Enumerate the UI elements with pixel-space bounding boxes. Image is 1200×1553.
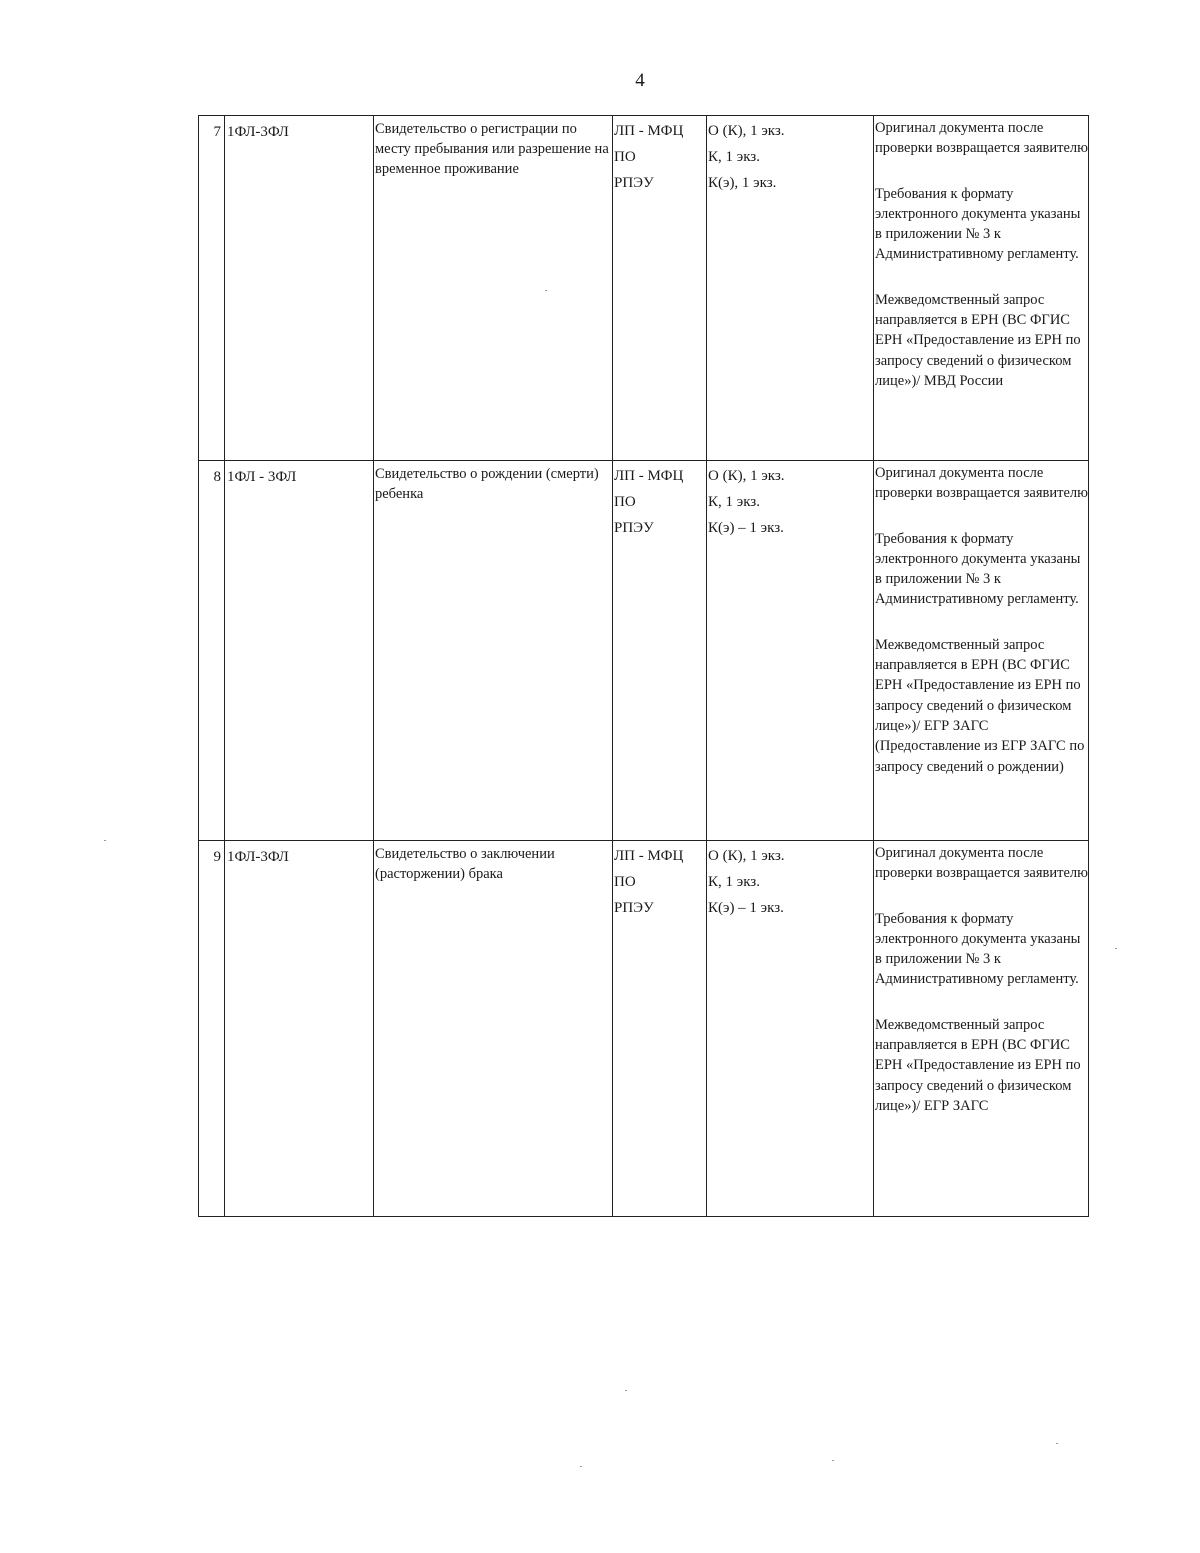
table-row [199, 461, 1089, 841]
row-number: 7 [199, 116, 225, 461]
document-name: Свидетельство о рождении (смерти) ребенка [374, 461, 613, 841]
note-paragraph: Межведомственный запрос направляется в ЕРН (ВС ФГИС ЕРН «Предоставление из ЕРН по запросу сведений о физическом лице»)/ ЕГР ЗАГС (Предоставление из ЕГР ЗАГС по запросу сведений о рождении) [875, 636, 1085, 775]
submission-method: ЛП - МФЦ [614, 123, 684, 139]
note-paragraph: Требования к формату электронного документа указаны в приложении № 3 к Административному регламенту. [875, 910, 1081, 988]
notes-cell [874, 461, 1089, 841]
note-paragraph: Оригинал документа после проверки возвращается заявителю [875, 465, 1088, 502]
notes-cell [874, 841, 1089, 1217]
document-name: Свидетельство о регистрации по месту пребывания или разрешение на временное проживание [374, 116, 613, 461]
scan-speck [1056, 1443, 1058, 1444]
submission-methods [613, 116, 707, 461]
document-name: Свидетельство о заключении (расторжении) брака [374, 841, 613, 1217]
copy-requirement: К(э) – 1 экз. [708, 520, 784, 536]
submission-method: ЛП - МФЦ [614, 468, 684, 484]
applicant-category: 1ФЛ-3ФЛ [225, 841, 374, 1217]
submission-methods [613, 841, 707, 1217]
copy-requirement: О (К), 1 экз. [708, 848, 785, 864]
copy-requirements [707, 461, 874, 841]
scan-speck [545, 290, 547, 291]
note-paragraph: Требования к формату электронного документа указаны в приложении № 3 к Административному регламенту. [875, 530, 1081, 608]
copy-requirements [707, 116, 874, 461]
submission-method: РПЭУ [614, 175, 654, 191]
note-paragraph: Межведомственный запрос направляется в ЕРН (ВС ФГИС ЕРН «Предоставление из ЕРН по запросу сведений о физическом лице»)/ ЕГР ЗАГС [875, 1016, 1081, 1114]
applicant-category: 1ФЛ-3ФЛ [225, 116, 374, 461]
note-paragraph: Оригинал документа после проверки возвращается заявителю [875, 845, 1088, 882]
scan-speck [625, 1390, 627, 1391]
copy-requirement: О (К), 1 экз. [708, 123, 785, 139]
table-row [199, 841, 1089, 1217]
copy-requirement: К, 1 экз. [708, 149, 760, 165]
applicant-category: 1ФЛ - 3ФЛ [225, 461, 374, 841]
submission-method: РПЭУ [614, 520, 654, 536]
note-paragraph: Межведомственный запрос направляется в ЕРН (ВС ФГИС ЕРН «Предоставление из ЕРН по запросу сведений о физическом лице»)/ МВД России [875, 291, 1081, 389]
scan-speck [1115, 948, 1117, 949]
scan-speck [580, 1466, 582, 1467]
row-number: 8 [199, 461, 225, 841]
note-paragraph: Требования к формату электронного документа указаны в приложении № 3 к Административному регламенту. [875, 185, 1081, 263]
submission-methods [613, 461, 707, 841]
copy-requirement: О (К), 1 экз. [708, 468, 785, 484]
note-paragraph: Оригинал документа после проверки возвращается заявителю [875, 120, 1088, 157]
scan-speck [832, 1460, 834, 1461]
page-number: 4 [635, 70, 645, 91]
submission-method: ПО [614, 494, 636, 510]
table-row [199, 116, 1089, 461]
copy-requirement: К, 1 экз. [708, 494, 760, 510]
submission-method: ПО [614, 149, 636, 165]
copy-requirement: К, 1 экз. [708, 874, 760, 890]
copy-requirement: К(э) – 1 экз. [708, 900, 784, 916]
documents-table [198, 115, 1089, 1217]
submission-method: ПО [614, 874, 636, 890]
copy-requirements [707, 841, 874, 1217]
submission-method: ЛП - МФЦ [614, 848, 684, 864]
scan-speck [104, 840, 106, 841]
copy-requirement: К(э), 1 экз. [708, 175, 777, 191]
submission-method: РПЭУ [614, 900, 654, 916]
row-number: 9 [199, 841, 225, 1217]
notes-cell [874, 116, 1089, 461]
